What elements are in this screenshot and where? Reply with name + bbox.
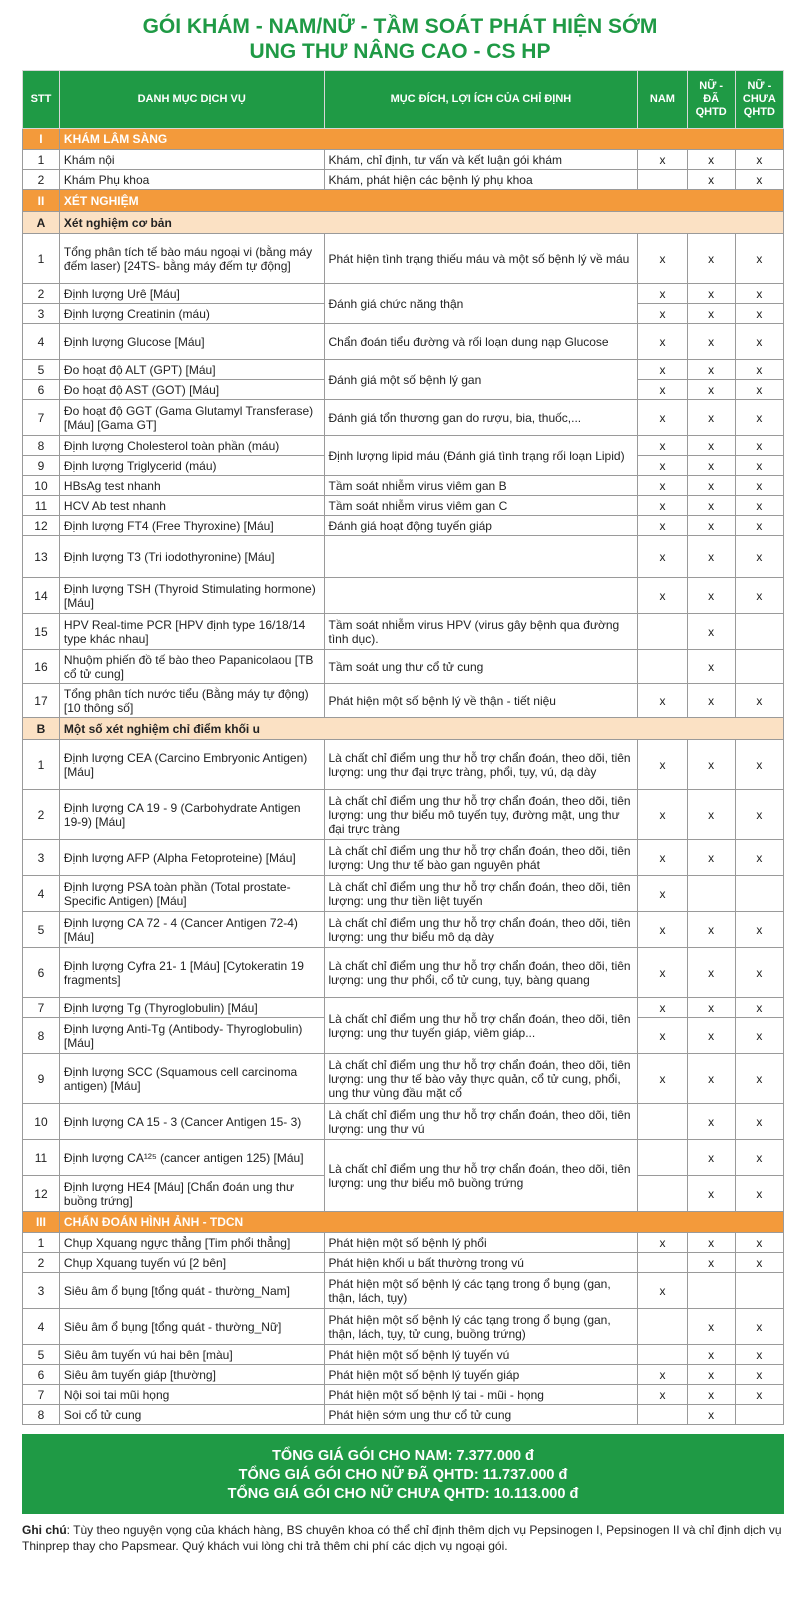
cell-male: x: [638, 496, 687, 516]
cell-service: Siêu âm tuyến vú hai bên [màu]: [59, 1345, 324, 1365]
header-male: NAM: [638, 71, 687, 129]
cell-female-active: x: [687, 170, 735, 190]
cell-service: HCV Ab test nhanh: [59, 496, 324, 516]
cell-stt: 1: [23, 740, 60, 790]
subsection-code: B: [23, 718, 60, 740]
cell-stt: 12: [23, 516, 60, 536]
cell-purpose: Định lượng lipid máu (Đánh giá tình trạng rối loạn Lipid): [324, 436, 638, 476]
cell-female-inactive: x: [735, 476, 783, 496]
cell-female-inactive: [735, 876, 783, 912]
cell-service: Tổng phân tích nước tiểu (Bằng máy tự động) [10 thông số]: [59, 684, 324, 718]
cell-stt: 10: [23, 1104, 60, 1140]
section-title: KHÁM LÂM SÀNG: [59, 129, 783, 150]
cell-male: x: [638, 234, 687, 284]
cell-female-active: x: [687, 304, 735, 324]
cell-stt: 8: [23, 1018, 60, 1054]
subsection-code: A: [23, 212, 60, 234]
table-row: [23, 360, 784, 380]
cell-male: x: [638, 1273, 687, 1309]
cell-female-active: [687, 1273, 735, 1309]
cell-stt: 2: [23, 790, 60, 840]
table-row: [23, 1309, 784, 1345]
cell-stt: 10: [23, 476, 60, 496]
cell-purpose: Đánh giá một số bệnh lý gan: [324, 360, 638, 400]
table-row: [23, 1233, 784, 1253]
cell-female-inactive: x: [735, 948, 783, 998]
cell-male: x: [638, 790, 687, 840]
cell-female-inactive: x: [735, 234, 783, 284]
cell-purpose: Phát hiện một số bệnh lý các tạng trong ổ bụng (gan, thận, lách, tụy, tử cung, buồng trứng): [324, 1309, 638, 1345]
cell-service: Chụp Xquang tuyến vú [2 bên]: [59, 1253, 324, 1273]
cell-purpose: Là chất chỉ điểm ung thư hỗ trợ chẩn đoán, theo dõi, tiên lượng: ung thư biểu mô tuyến tụy, đường mật, ung thư đại trực tràng: [324, 790, 638, 840]
table-row: [23, 516, 784, 536]
cell-male: [638, 1405, 687, 1425]
title-line-2: UNG THƯ NÂNG CAO - CS HP: [249, 40, 551, 63]
cell-purpose: Tầm soát nhiễm virus viêm gan C: [324, 496, 638, 516]
cell-female-active: [687, 876, 735, 912]
cell-purpose: Phát hiện khối u bất thường trong vú: [324, 1253, 638, 1273]
table-row: [23, 170, 784, 190]
cell-female-active: x: [687, 1176, 735, 1212]
cell-female-active: x: [687, 1345, 735, 1365]
table-row: [23, 876, 784, 912]
cell-male: x: [638, 324, 687, 360]
cell-stt: 12: [23, 1176, 60, 1212]
cell-service: Nhuộm phiến đồ tế bào theo Papanicolaou [TB cổ tử cung]: [59, 650, 324, 684]
cell-service: Chụp Xquang ngực thẳng [Tim phổi thẳng]: [59, 1233, 324, 1253]
cell-service: Tổng phân tích tế bào máu ngoại vi (bằng máy đếm laser) [24TS- bằng máy đếm tự động]: [59, 234, 324, 284]
cell-purpose: Đánh giá chức năng thận: [324, 284, 638, 324]
cell-female-inactive: x: [735, 840, 783, 876]
cell-service: Định lượng Cyfra 21- 1 [Máu] [Cytokeratin 19 fragments]: [59, 948, 324, 998]
header-female-active: NỮ - ĐÃ QHTD: [687, 71, 735, 129]
cell-service: Định lượng Tg (Thyroglobulin) [Máu]: [59, 998, 324, 1018]
cell-female-active: x: [687, 150, 735, 170]
subsection-title: Một số xét nghiệm chỉ điểm khối u: [59, 718, 783, 740]
cell-service: Định lượng FT4 (Free Thyroxine) [Máu]: [59, 516, 324, 536]
cell-stt: 11: [23, 1140, 60, 1176]
cell-purpose: Phát hiện một số bệnh lý về thận - tiết niệu: [324, 684, 638, 718]
cell-purpose: Phát hiện một số bệnh lý các tạng trong ổ bụng (gan, thận, lách, tụy): [324, 1273, 638, 1309]
cell-female-inactive: x: [735, 496, 783, 516]
table-row: [23, 614, 784, 650]
cell-purpose: Tầm soát nhiễm virus HPV (virus gây bệnh qua đường tình dục).: [324, 614, 638, 650]
cell-stt: 5: [23, 1345, 60, 1365]
cell-service: Siêu âm ổ bụng [tổng quát - thường_Nam]: [59, 1273, 324, 1309]
cell-stt: 9: [23, 456, 60, 476]
cell-stt: 16: [23, 650, 60, 684]
footnote-label: Ghi chú: [22, 1523, 67, 1537]
table-row: [23, 1345, 784, 1365]
cell-female-active: x: [687, 380, 735, 400]
cell-male: [638, 614, 687, 650]
cell-male: x: [638, 578, 687, 614]
cell-female-inactive: x: [735, 536, 783, 578]
cell-male: x: [638, 740, 687, 790]
table-row: [23, 1253, 784, 1273]
table-row: [23, 1365, 784, 1385]
cell-purpose: Là chất chỉ điểm ung thư hỗ trợ chẩn đoán, theo dõi, tiên lượng: ung thư phổi, cổ tử cung, tụy, bàng quang: [324, 948, 638, 998]
cell-service: Định lượng AFP (Alpha Fetoproteine) [Máu]: [59, 840, 324, 876]
cell-female-active: x: [687, 578, 735, 614]
table-row: [23, 1104, 784, 1140]
cell-female-active: x: [687, 948, 735, 998]
cell-purpose: Là chất chỉ điểm ung thư hỗ trợ chẩn đoán, theo dõi, tiên lượng: ung thư tiền liệt tuyến: [324, 876, 638, 912]
total-female-active: TỔNG GIÁ GÓI CHO NỮ ĐÃ QHTD: 11.737.000 đ: [238, 1467, 568, 1483]
cell-purpose: Phát hiện một số bệnh lý tuyến vú: [324, 1345, 638, 1365]
cell-stt: 6: [23, 948, 60, 998]
section-title: CHẨN ĐOÁN HÌNH ẢNH - TDCN: [59, 1212, 783, 1233]
table-row: [23, 1385, 784, 1405]
cell-male: x: [638, 840, 687, 876]
cell-male: x: [638, 304, 687, 324]
table-row: [23, 684, 784, 718]
cell-female-inactive: x: [735, 456, 783, 476]
cell-service: Định lượng CA 72 - 4 (Cancer Antigen 72-4) [Máu]: [59, 912, 324, 948]
cell-service: Định lượng Urê [Máu]: [59, 284, 324, 304]
cell-female-active: x: [687, 456, 735, 476]
cell-female-inactive: x: [735, 170, 783, 190]
cell-male: x: [638, 380, 687, 400]
cell-male: x: [638, 1233, 687, 1253]
cell-female-active: x: [687, 740, 735, 790]
table-row: [23, 948, 784, 998]
section-row: [23, 190, 784, 212]
cell-stt: 17: [23, 684, 60, 718]
cell-stt: 5: [23, 360, 60, 380]
cell-service: Định lượng T3 (Tri iodothyronine) [Máu]: [59, 536, 324, 578]
cell-female-active: x: [687, 912, 735, 948]
cell-female-active: x: [687, 1233, 735, 1253]
cell-male: x: [638, 912, 687, 948]
cell-stt: 1: [23, 234, 60, 284]
cell-service: Định lượng CA 19 - 9 (Carbohydrate Antigen 19-9) [Máu]: [59, 790, 324, 840]
cell-female-inactive: x: [735, 1365, 783, 1385]
cell-female-active: x: [687, 1104, 735, 1140]
cell-female-active: x: [687, 1365, 735, 1385]
subsection-row: [23, 718, 784, 740]
table-row: [23, 234, 784, 284]
table-row: [23, 1140, 784, 1176]
cell-female-active: x: [687, 1054, 735, 1104]
table-row: [23, 998, 784, 1018]
cell-female-inactive: x: [735, 1309, 783, 1345]
cell-female-inactive: x: [735, 790, 783, 840]
cell-female-active: x: [687, 1405, 735, 1425]
cell-female-inactive: x: [735, 516, 783, 536]
cell-stt: 9: [23, 1054, 60, 1104]
header-stt: STT: [23, 71, 60, 129]
cell-purpose: Phát hiện sớm ung thư cổ tử cung: [324, 1405, 638, 1425]
cell-male: [638, 1140, 687, 1176]
cell-stt: 6: [23, 380, 60, 400]
cell-stt: 8: [23, 436, 60, 456]
table-row: [23, 1405, 784, 1425]
table-row: [23, 578, 784, 614]
header-purpose: MỤC ĐÍCH, LỢI ÍCH CỦA CHỈ ĐỊNH: [324, 71, 638, 129]
title-line-1: GÓI KHÁM - NAM/NỮ - TẦM SOÁT PHÁT HIỆN SỚM: [142, 15, 658, 38]
cell-service: Đo hoạt độ AST (GOT) [Máu]: [59, 380, 324, 400]
cell-male: [638, 170, 687, 190]
cell-male: x: [638, 1365, 687, 1385]
service-table: [22, 70, 784, 1425]
cell-purpose: Là chất chỉ điểm ung thư hỗ trợ chẩn đoán, theo dõi, tiên lượng: ung thư tuyến giáp, viêm giáp...: [324, 998, 638, 1054]
table-row: [23, 150, 784, 170]
cell-female-inactive: x: [735, 380, 783, 400]
cell-female-active: x: [687, 436, 735, 456]
table-row: [23, 324, 784, 360]
cell-service: Định lượng Triglycerid (máu): [59, 456, 324, 476]
table-row: [23, 436, 784, 456]
cell-female-active: x: [687, 1385, 735, 1405]
cell-stt: 3: [23, 1273, 60, 1309]
cell-female-active: x: [687, 614, 735, 650]
cell-service: Định lượng CA¹²⁵ (cancer antigen 125) [Máu]: [59, 1140, 324, 1176]
cell-service: Định lượng HE4 [Máu] [Chẩn đoán ung thư buồng trứng]: [59, 1176, 324, 1212]
cell-male: [638, 1104, 687, 1140]
cell-stt: 4: [23, 1309, 60, 1345]
table-row: [23, 1273, 784, 1309]
cell-stt: 7: [23, 1385, 60, 1405]
table-header-row: [23, 71, 784, 129]
cell-female-inactive: x: [735, 740, 783, 790]
cell-purpose: Là chất chỉ điểm ung thư hỗ trợ chẩn đoán, theo dõi, tiên lượng: ung thư đại trực tràng, phổi, tụy, vú, dạ dày: [324, 740, 638, 790]
cell-purpose: Đánh giá hoạt động tuyến giáp: [324, 516, 638, 536]
cell-female-active: x: [687, 998, 735, 1018]
cell-male: x: [638, 998, 687, 1018]
cell-purpose: Là chất chỉ điểm ung thư hỗ trợ chẩn đoán, theo dõi, tiên lượng: ung thư vú: [324, 1104, 638, 1140]
cell-female-inactive: x: [735, 400, 783, 436]
page-title: [0, 0, 800, 63]
cell-female-inactive: x: [735, 1054, 783, 1104]
cell-stt: 6: [23, 1365, 60, 1385]
cell-service: Soi cổ tử cung: [59, 1405, 324, 1425]
cell-service: Khám nội: [59, 150, 324, 170]
cell-female-inactive: [735, 614, 783, 650]
cell-female-active: x: [687, 650, 735, 684]
cell-male: x: [638, 684, 687, 718]
cell-male: x: [638, 360, 687, 380]
cell-female-inactive: x: [735, 1018, 783, 1054]
cell-stt: 2: [23, 284, 60, 304]
cell-purpose: [324, 578, 638, 614]
cell-male: x: [638, 400, 687, 436]
section-code: III: [23, 1212, 60, 1233]
cell-male: [638, 1309, 687, 1345]
cell-service: Khám Phụ khoa: [59, 170, 324, 190]
cell-male: x: [638, 150, 687, 170]
cell-purpose: Đánh giá tổn thương gan do rượu, bia, thuốc,...: [324, 400, 638, 436]
cell-stt: 3: [23, 304, 60, 324]
cell-male: x: [638, 284, 687, 304]
cell-stt: 7: [23, 400, 60, 436]
cell-male: x: [638, 1018, 687, 1054]
cell-stt: 11: [23, 496, 60, 516]
cell-female-inactive: x: [735, 360, 783, 380]
header-female-inactive: NỮ - CHƯA QHTD: [735, 71, 783, 129]
cell-female-inactive: x: [735, 284, 783, 304]
table-row: [23, 650, 784, 684]
cell-purpose: Khám, phát hiện các bệnh lý phụ khoa: [324, 170, 638, 190]
cell-female-inactive: x: [735, 1176, 783, 1212]
cell-female-active: x: [687, 536, 735, 578]
table-row: [23, 790, 784, 840]
cell-stt: 1: [23, 1233, 60, 1253]
cell-purpose: Khám, chỉ định, tư vấn và kết luận gói khám: [324, 150, 638, 170]
cell-stt: 14: [23, 578, 60, 614]
section-title: XÉT NGHIỆM: [59, 190, 783, 212]
cell-female-active: x: [687, 360, 735, 380]
cell-female-active: x: [687, 1140, 735, 1176]
cell-service: HBsAg test nhanh: [59, 476, 324, 496]
cell-female-active: x: [687, 1309, 735, 1345]
cell-female-active: x: [687, 1253, 735, 1273]
cell-female-active: x: [687, 790, 735, 840]
cell-purpose: Tầm soát nhiễm virus viêm gan B: [324, 476, 638, 496]
cell-female-inactive: x: [735, 912, 783, 948]
cell-female-active: x: [687, 684, 735, 718]
cell-purpose: Phát hiện một số bệnh lý phổi: [324, 1233, 638, 1253]
cell-male: x: [638, 456, 687, 476]
cell-service: Định lượng CA 15 - 3 (Cancer Antigen 15- 3): [59, 1104, 324, 1140]
cell-female-inactive: x: [735, 1385, 783, 1405]
header-service: DANH MỤC DỊCH VỤ: [59, 71, 324, 129]
cell-service: Đo hoạt độ GGT (Gama Glutamyl Transferase) [Máu] [Gama GT]: [59, 400, 324, 436]
cell-female-active: x: [687, 324, 735, 360]
cell-service: Định lượng PSA toàn phần (Total prostate-Specific Antigen) [Máu]: [59, 876, 324, 912]
cell-male: x: [638, 516, 687, 536]
cell-purpose: Chẩn đoán tiểu đường và rối loạn dung nạp Glucose: [324, 324, 638, 360]
cell-service: Định lượng Creatinin (máu): [59, 304, 324, 324]
cell-male: x: [638, 436, 687, 456]
cell-female-inactive: x: [735, 150, 783, 170]
cell-purpose: Phát hiện một số bệnh lý tai - mũi - họng: [324, 1385, 638, 1405]
cell-female-active: x: [687, 840, 735, 876]
table-row: [23, 284, 784, 304]
cell-service: Định lượng Anti-Tg (Antibody- Thyroglobulin) [Máu]: [59, 1018, 324, 1054]
cell-service: Định lượng SCC (Squamous cell carcinoma antigen) [Máu]: [59, 1054, 324, 1104]
cell-female-inactive: x: [735, 1253, 783, 1273]
cell-female-inactive: x: [735, 684, 783, 718]
cell-female-inactive: [735, 650, 783, 684]
cell-stt: 2: [23, 170, 60, 190]
cell-stt: 4: [23, 876, 60, 912]
cell-female-inactive: x: [735, 1140, 783, 1176]
cell-purpose: Là chất chỉ điểm ung thư hỗ trợ chẩn đoán, theo dõi, tiên lượng: Ung thư tế bào gan nguyên phát: [324, 840, 638, 876]
cell-purpose: Phát hiện tình trạng thiếu máu và một số bệnh lý về máu: [324, 234, 638, 284]
cell-male: [638, 1176, 687, 1212]
subsection-row: [23, 212, 784, 234]
cell-stt: 4: [23, 324, 60, 360]
section-code: II: [23, 190, 60, 212]
cell-female-inactive: x: [735, 1345, 783, 1365]
cell-stt: 13: [23, 536, 60, 578]
table-row: [23, 840, 784, 876]
cell-male: [638, 1253, 687, 1273]
cell-service: Nội soi tai mũi họng: [59, 1385, 324, 1405]
subsection-title: Xét nghiệm cơ bản: [59, 212, 783, 234]
cell-female-inactive: x: [735, 436, 783, 456]
cell-female-active: x: [687, 1018, 735, 1054]
cell-female-inactive: x: [735, 998, 783, 1018]
cell-stt: 8: [23, 1405, 60, 1425]
cell-female-inactive: x: [735, 1104, 783, 1140]
table-row: [23, 740, 784, 790]
cell-purpose: [324, 536, 638, 578]
cell-stt: 15: [23, 614, 60, 650]
cell-female-inactive: x: [735, 1233, 783, 1253]
cell-purpose: Phát hiện một số bệnh lý tuyến giáp: [324, 1365, 638, 1385]
section-row: [23, 1212, 784, 1233]
table-row: [23, 1054, 784, 1104]
cell-female-active: x: [687, 476, 735, 496]
table-row: [23, 476, 784, 496]
cell-purpose: Là chất chỉ điểm ung thư hỗ trợ chẩn đoán, theo dõi, tiên lượng: ung thư tế bào vảy thực quản, cổ tử cung, phổi, ung thư vùng đầu mặt cổ: [324, 1054, 638, 1104]
total-female-inactive: TỔNG GIÁ GÓI CHO NỮ CHƯA QHTD: 10.113.000 đ: [227, 1486, 579, 1502]
cell-service: Siêu âm tuyến giáp [thường]: [59, 1365, 324, 1385]
table-row: [23, 536, 784, 578]
cell-service: Định lượng CEA (Carcino Embryonic Antigen) [Máu]: [59, 740, 324, 790]
footnote: [22, 1522, 784, 1554]
price-summary: [22, 1434, 784, 1514]
cell-service: Định lượng Cholesterol toàn phần (máu): [59, 436, 324, 456]
cell-male: x: [638, 476, 687, 496]
cell-stt: 2: [23, 1253, 60, 1273]
cell-service: HPV Real-time PCR [HPV định type 16/18/14 type khác nhau]: [59, 614, 324, 650]
section-code: I: [23, 129, 60, 150]
cell-stt: 5: [23, 912, 60, 948]
cell-stt: 7: [23, 998, 60, 1018]
cell-female-inactive: x: [735, 304, 783, 324]
footnote-text: : Tùy theo nguyện vọng của khách hàng, BS chuyên khoa có thể chỉ định thêm dịch vụ Pepsinogen I, Pepsinogen II và chỉ định dịch vụ Thinprep thay cho Papsmear. Quý khách vui lòng chi trả thêm chi phí các dịch vụ ngoại gói.: [22, 1523, 782, 1553]
cell-service: Định lượng Glucose [Máu]: [59, 324, 324, 360]
section-row: [23, 129, 784, 150]
cell-male: x: [638, 536, 687, 578]
cell-female-active: x: [687, 516, 735, 536]
total-male: TỔNG GIÁ GÓI CHO NAM: 7.377.000 đ: [272, 1448, 534, 1464]
table-row: [23, 400, 784, 436]
cell-male: [638, 1345, 687, 1365]
cell-male: [638, 650, 687, 684]
cell-female-active: x: [687, 400, 735, 436]
cell-purpose: Là chất chỉ điểm ung thư hỗ trợ chẩn đoán, theo dõi, tiên lượng: ung thư biểu mô dạ dày: [324, 912, 638, 948]
cell-stt: 1: [23, 150, 60, 170]
cell-male: x: [638, 948, 687, 998]
cell-purpose: Tầm soát ung thư cổ tử cung: [324, 650, 638, 684]
cell-male: x: [638, 1054, 687, 1104]
cell-stt: 3: [23, 840, 60, 876]
cell-female-inactive: x: [735, 578, 783, 614]
cell-female-inactive: x: [735, 324, 783, 360]
cell-female-active: x: [687, 284, 735, 304]
cell-female-inactive: [735, 1273, 783, 1309]
cell-male: x: [638, 1385, 687, 1405]
cell-service: Siêu âm ổ bụng [tổng quát - thường_Nữ]: [59, 1309, 324, 1345]
cell-female-active: x: [687, 234, 735, 284]
cell-male: x: [638, 876, 687, 912]
cell-service: Đo hoạt độ ALT (GPT) [Máu]: [59, 360, 324, 380]
table-row: [23, 912, 784, 948]
cell-purpose: Là chất chỉ điểm ung thư hỗ trợ chẩn đoán, theo dõi, tiên lượng: ung thư biểu mô buồng trứng: [324, 1140, 638, 1212]
cell-service: Định lượng TSH (Thyroid Stimulating hormone) [Máu]: [59, 578, 324, 614]
table-row: [23, 496, 784, 516]
cell-female-active: x: [687, 496, 735, 516]
cell-female-inactive: [735, 1405, 783, 1425]
